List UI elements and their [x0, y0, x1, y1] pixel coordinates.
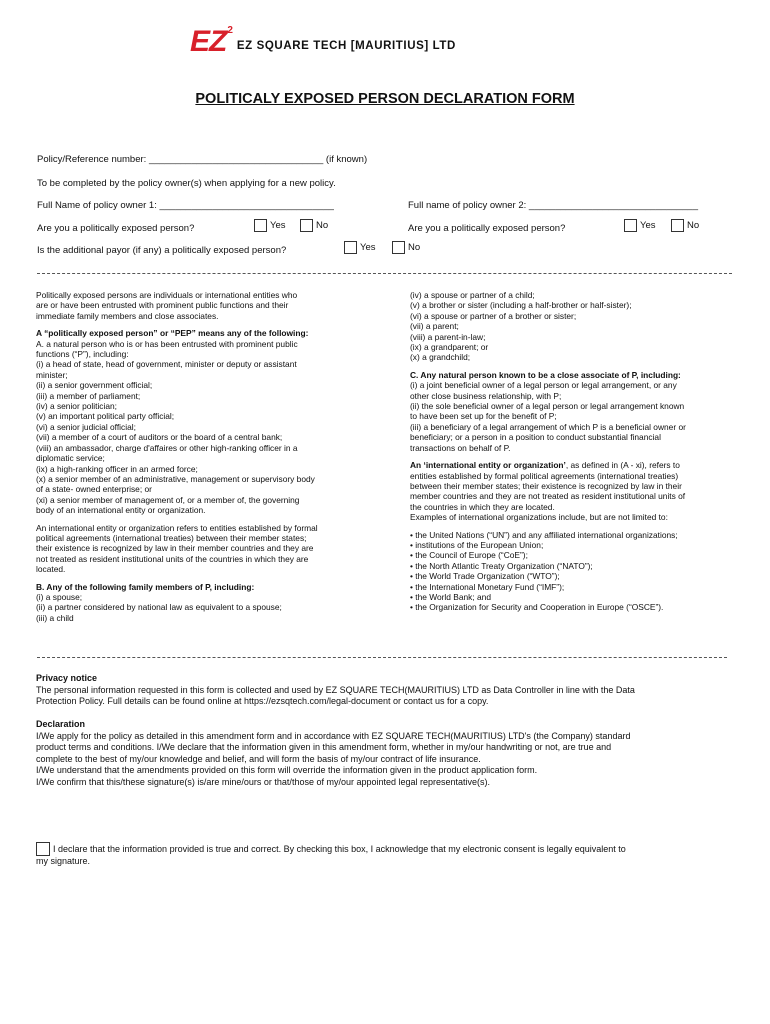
definition-line: member countries and they are not treated as resident institutional units of: [410, 491, 686, 502]
definition-line: political agreements (international treaties) between their member states;: [36, 532, 307, 543]
definition-line: (i) a head of state, head of government, minister or deputy or assistant: [36, 359, 297, 370]
definition-line: other close business relationship, with P;: [410, 390, 562, 401]
definition-line: (v) a brother or sister (including a half-brother or half-sister);: [410, 300, 632, 311]
declaration-text-line: complete to the best of my/our knowledge and belief, and will form the basis of my/our contract of life insurance.: [36, 753, 481, 764]
company-logo: [190, 25, 456, 58]
declaration-text-line: I/We apply for the policy as detailed in this amendment form and in accordance with EZ SQUARE TECH(MAURITIUS) LTD's (the Company) standard: [36, 730, 631, 741]
definition-line: (iii) a member of parliament;: [36, 390, 141, 401]
company-name: EZ SQUARE TECH [MAURITIUS] LTD: [236, 40, 456, 52]
definition-line: (vi) a spouse or partner of a brother or sister;: [410, 310, 577, 321]
paragraph-gap: [36, 321, 381, 328]
privacy-heading: Privacy notice: [36, 673, 98, 683]
definition-line: • institutions of the European Union;: [410, 539, 544, 550]
definition-line: (x) a grandchild;: [410, 352, 471, 363]
definition-line: entities established by formal political agreements (international treaties): [410, 470, 679, 481]
definition-line: (vii) a parent;: [410, 321, 459, 332]
policy-reference-field[interactable]: Policy/Reference number: _________________________________ (if known): [37, 154, 368, 165]
definition-line: • the United Nations (“UN”) and any affiliated international organizations;: [410, 529, 678, 540]
owner1-yes-checkbox[interactable]: [254, 219, 267, 232]
consent-text-line2: my signature.: [36, 855, 91, 866]
definition-line: to have been set up for the benefit of P;: [410, 411, 557, 422]
definition-line: body of an international entity or organization.: [36, 505, 206, 516]
definition-line: functions (“P”), including:: [36, 349, 129, 360]
payor-no-label: No: [408, 242, 421, 253]
definition-line: An ‘international entity or organization’, as defined in (A - xi), refers to: [410, 460, 680, 471]
definition-line: (vii) a member of a court of auditors or the board of a central bank;: [36, 432, 283, 443]
definition-line: (iii) a beneficiary of a legal arrangement of which P is a beneficial owner or: [410, 421, 686, 432]
definition-line: (iv) a senior politician;: [36, 401, 117, 412]
definition-line: diplomatic service;: [36, 453, 105, 464]
definition-line: • the Organization for Security and Cooperation in Europe (“OSCE”).: [410, 602, 664, 613]
paragraph-gap: [410, 453, 740, 460]
definition-line: the countries in which they are located.: [410, 501, 555, 512]
owner2-yes-checkbox[interactable]: [624, 219, 637, 232]
owner2-no-option[interactable]: [671, 219, 699, 232]
privacy-text-line: The personal information requested in this form is collected and used by EZ SQUARE TECH(MAURITIUS) LTD as Data Controller in line with the Data: [36, 684, 635, 695]
definition-line: transactions on behalf of P.: [410, 442, 511, 453]
owner2-yes-option[interactable]: [624, 219, 656, 232]
consent-statement: [36, 844, 746, 867]
definition-line: beneficiary; or a person in a position to conduct substantial financial: [410, 432, 661, 443]
payor-yes-checkbox[interactable]: [344, 241, 357, 254]
definition-line: (i) a spouse;: [36, 591, 83, 602]
privacy-text-line: Protection Policy. Full details can be found online at https://ezsqtech.com/legal-document or contact us for a copy.: [36, 696, 489, 706]
definition-line: (vi) a senior judicial official;: [36, 421, 136, 432]
owner1-pep-question: Are you a politically exposed person?: [37, 223, 195, 234]
definition-line: Politically exposed persons are individuals or international entities who: [36, 290, 298, 300]
owner1-no-label: No: [316, 220, 329, 231]
declaration-section: [36, 719, 736, 788]
definition-line: A “politically exposed person” or “PEP” means any of the following:: [36, 328, 309, 339]
definition-line: of a state- owned enterprise; or: [36, 484, 152, 495]
definition-line: (v) an important political party official;: [36, 411, 175, 422]
payor-no-option[interactable]: [392, 241, 420, 254]
owner2-no-label: No: [687, 220, 700, 231]
payor-yes-option[interactable]: [344, 241, 376, 254]
owner1-yes-option[interactable]: [254, 219, 286, 232]
paragraph-gap: [410, 523, 740, 530]
definition-line: • the World Trade Organization (“WTO”);: [410, 571, 560, 582]
definition-line: (ii) a senior government official;: [36, 380, 153, 391]
section-divider-top: [37, 273, 732, 274]
definition-line: (xi) a senior member of management of, or a member of, the governing: [36, 494, 300, 505]
consent-text-line1: I declare that the information provided is true and correct. By checking this box, I acknowledge that my electronic consent is legally equivalent to: [53, 844, 626, 854]
pep-definition-right-column: [410, 290, 740, 613]
pep-definition-left-column: [36, 290, 381, 623]
definition-line: located.: [36, 564, 66, 575]
definition-line: B. Any of the following family members of P, including:: [36, 581, 255, 592]
declaration-text-line: I/We understand that the amendments provided on this form will override the information given in the product application form.: [36, 765, 538, 775]
definition-line: C. Any natural person known to be a close associate of P, including:: [410, 369, 681, 380]
definition-line: immediate family members and close associates.: [36, 310, 219, 321]
privacy-notice: [36, 673, 736, 708]
definition-line: between their member states; their existence is recognized by law in their: [410, 480, 682, 491]
page-title: POLITICALY EXPOSED PERSON DECLARATION FORM: [195, 91, 575, 107]
definition-line: minister;: [36, 369, 68, 380]
definition-line: (i) a joint beneficial owner of a legal person or legal arrangement, or any: [410, 380, 677, 391]
section-divider-bottom: [37, 657, 727, 658]
owner2-no-checkbox[interactable]: [671, 219, 684, 232]
definition-line: (x) a senior member of an administrative, management or supervisory body: [36, 473, 315, 484]
definition-line: Examples of international organizations include, but are not limited to:: [410, 512, 668, 523]
definition-line: (iii) a child: [36, 612, 74, 623]
logo-superscript: 2: [227, 25, 233, 36]
owner1-no-option[interactable]: [300, 219, 328, 232]
definition-line: A. a natural person who is or has been entrusted with prominent public: [36, 338, 298, 349]
owner1-name-field[interactable]: Full Name of policy owner 1: _________________________________: [37, 200, 334, 211]
owner1-yes-label: Yes: [270, 220, 286, 231]
owner1-no-checkbox[interactable]: [300, 219, 313, 232]
paragraph-gap: [410, 363, 740, 370]
definition-line: are or have been entrusted with prominent public functions and their: [36, 300, 289, 311]
payor-no-checkbox[interactable]: [392, 241, 405, 254]
definition-line: (ii) a partner considered by national law as equivalent to a spouse;: [36, 602, 282, 613]
owner2-name-field[interactable]: Full name of policy owner 2: ________________________________: [408, 200, 698, 211]
instruction-text: To be completed by the policy owner(s) when applying for a new policy.: [37, 178, 336, 189]
owner2-pep-question: Are you a politically exposed person?: [408, 223, 566, 234]
definition-line: An international entity or organization refers to entities established by formal: [36, 522, 318, 533]
definition-line: (viii) a parent-in-law;: [410, 331, 486, 342]
definition-line: • the International Monetary Fund (“IMF”);: [410, 581, 565, 592]
definition-line: (ix) a high-ranking officer in an armed force;: [36, 463, 198, 474]
payor-pep-question: Is the additional payor (if any) a politically exposed person?: [37, 245, 287, 256]
definition-line: • the North Atlantic Treaty Organization (“NATO”);: [410, 560, 593, 571]
definition-line: (ii) the sole beneficial owner of a legal person or legal arrangement known: [410, 401, 685, 412]
paragraph-gap: [36, 575, 381, 582]
definition-line: • the World Bank; and: [410, 591, 491, 602]
logo-mark: EZ: [190, 25, 227, 58]
definition-line: their existence is recognized by law in their member countries and they are: [36, 543, 314, 554]
paragraph-gap: [36, 516, 381, 523]
definition-line: (ix) a grandparent; or: [410, 342, 489, 353]
definition-lead: An ‘international entity or organization’: [410, 460, 566, 471]
declaration-text-line: product terms and conditions. I/We declare that the information given in this amendment form, whether in my/our handwriting or not, are true and: [36, 742, 612, 752]
payor-yes-label: Yes: [360, 242, 376, 253]
declaration-text-line: I/We confirm that this/these signature(s) is/are mine/ours or that/those of my/our appointed legal representative(s).: [36, 776, 491, 787]
definition-line: not treated as resident institutional units of the countries in which they are: [36, 553, 309, 564]
declaration-heading: Declaration: [36, 719, 86, 729]
definition-line: • the Council of Europe (“CoE”);: [410, 550, 528, 561]
definition-line: (viii) an ambassador, charge d'affaires or other high-ranking officer in a: [36, 442, 298, 453]
owner2-yes-label: Yes: [640, 220, 656, 231]
definition-line: (iv) a spouse or partner of a child;: [410, 290, 535, 300]
